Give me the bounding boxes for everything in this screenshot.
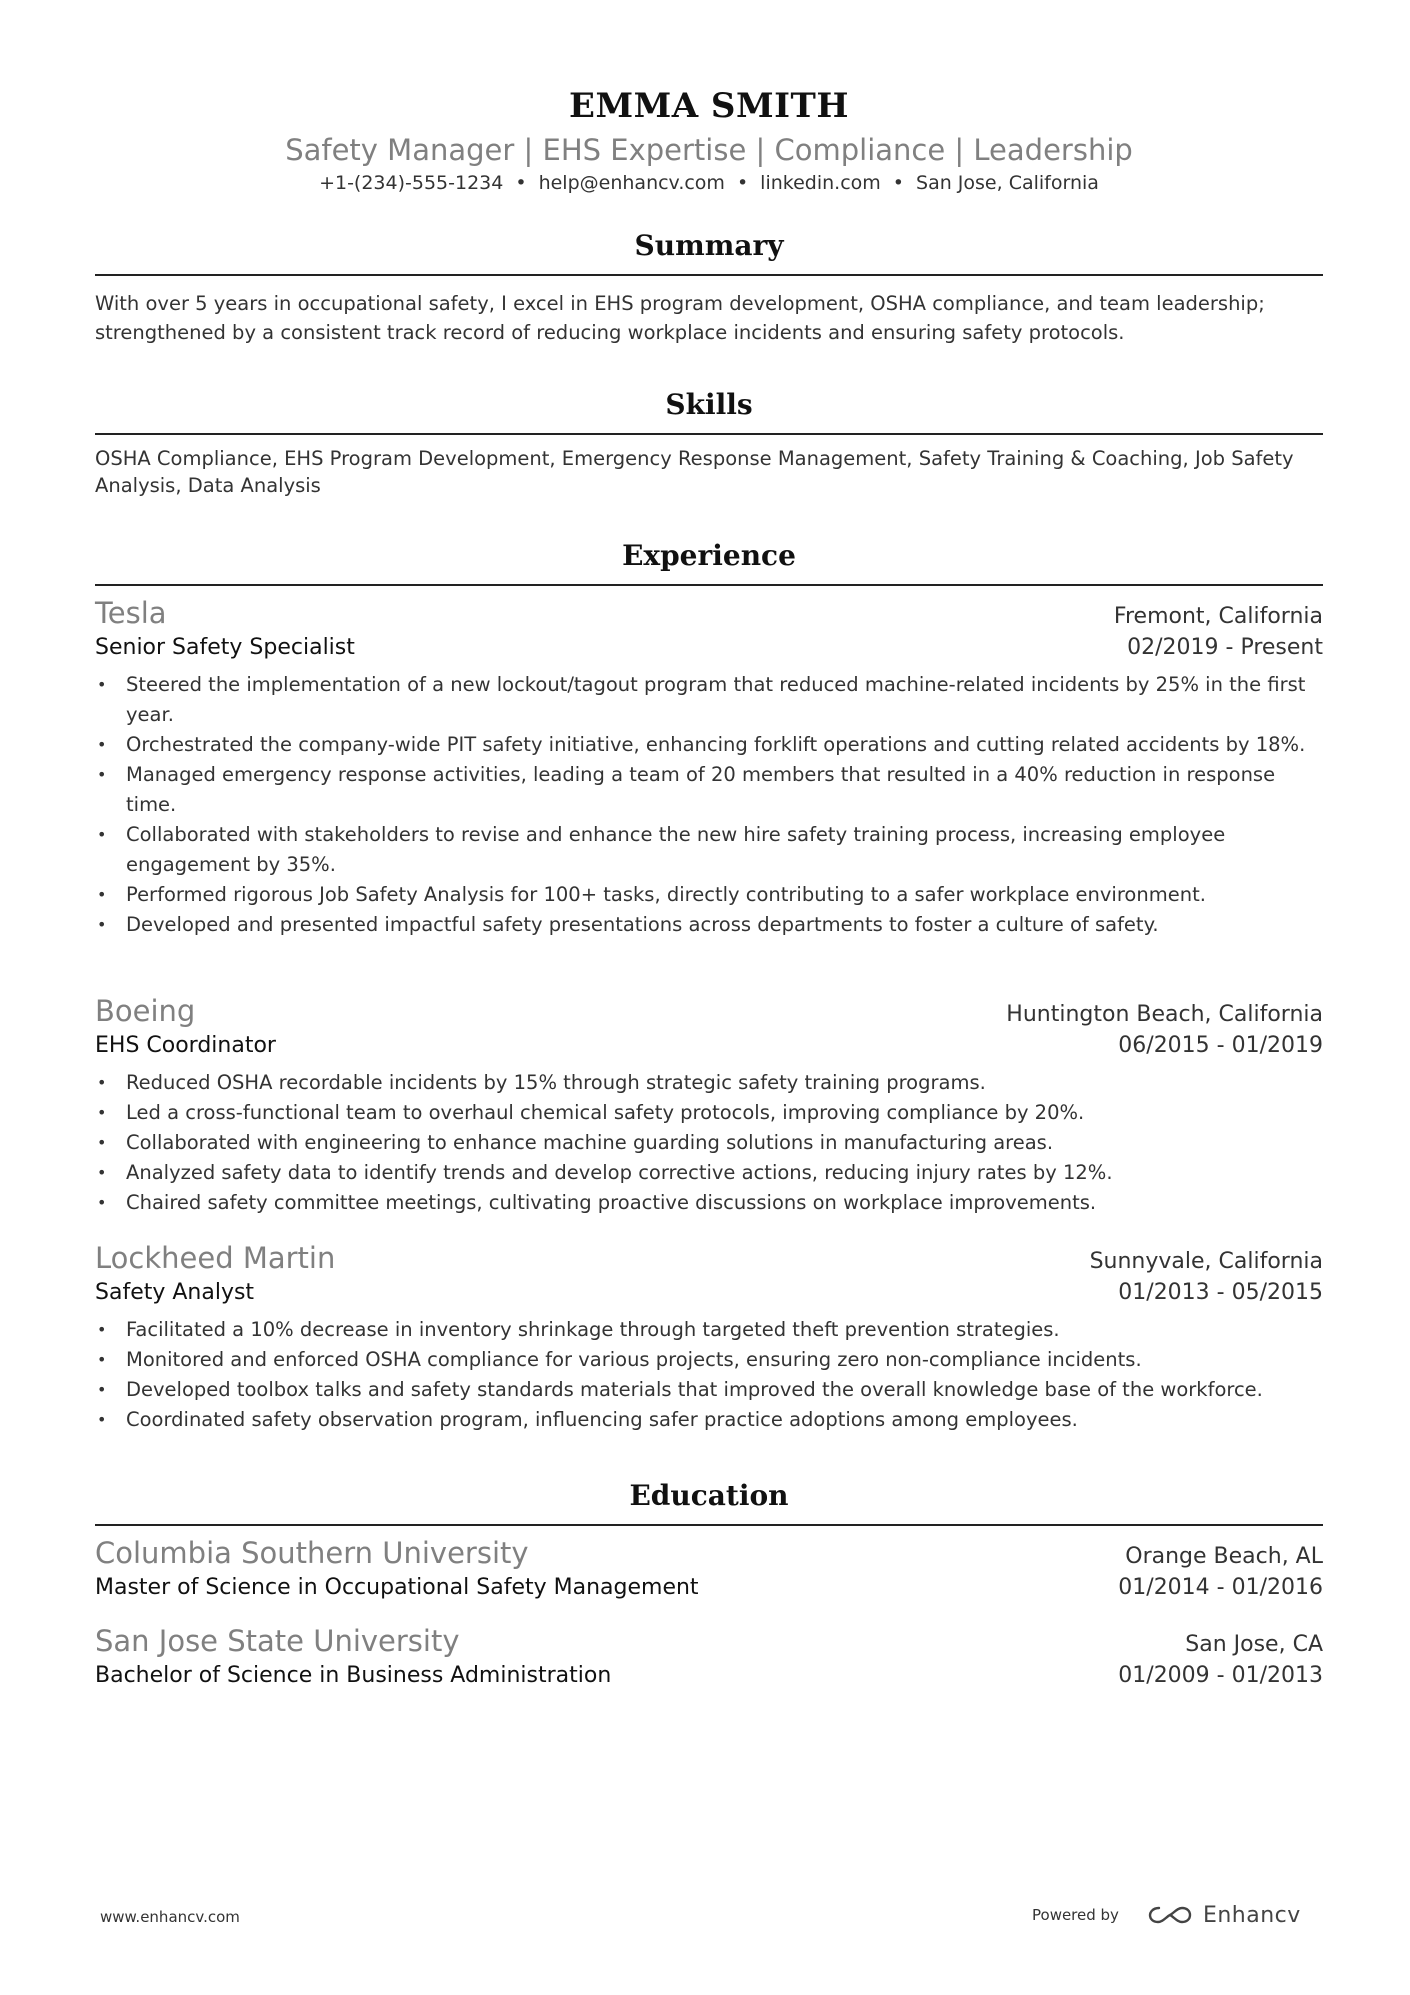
email-link[interactable]: help@enhancv.com <box>538 172 725 194</box>
education-dates: 01/2014 - 01/2016 <box>1118 1575 1323 1600</box>
bullet-item: • Developed toolbox talks and safety standards materials that improved the overall knowledge base of the workforce. <box>95 1375 1323 1405</box>
experience-entry <box>95 1239 1323 1435</box>
education-title: Education <box>629 1479 789 1512</box>
school-location: San Jose, CA <box>1185 1632 1323 1657</box>
job-location: Sunnyvale, California <box>1089 1249 1323 1274</box>
bullet-item: • Orchestrated the company-wide PIT safety initiative, enhancing forklift operations and cutting related accidents by 18%. <box>95 730 1323 760</box>
bullet-item: • Facilitated a 10% decrease in inventory shrinkage through targeted theft prevention strategies. <box>95 1315 1323 1345</box>
job-dates: 01/2013 - 05/2015 <box>1118 1280 1323 1305</box>
bullet-item: • Performed rigorous Job Safety Analysis for 100+ tasks, directly contributing to a safer workplace environment. <box>95 880 1323 910</box>
school-name: Columbia Southern University <box>95 1536 529 1570</box>
separator-dot: • <box>736 172 749 194</box>
enhancv-logo-text: Enhancv <box>1202 1902 1301 1928</box>
experience-title: Experience <box>622 539 796 572</box>
skills-divider <box>95 433 1323 435</box>
summary-text: With over 5 years in occupational safety, I excel in EHS program development, OSHA compliance, and team leadership; strengthened by a consistent track record of reducing workplace incidents and ensuring safety protocols. <box>95 292 1265 344</box>
education-dates: 01/2009 - 01/2013 <box>1118 1663 1323 1688</box>
candidate-headline: Safety Manager | EHS Expertise | Compliance | Leadership <box>285 133 1133 167</box>
job-location: Fremont, California <box>1113 604 1323 629</box>
bullet-item: • Monitored and enforced OSHA compliance for various projects, ensuring zero non-compliance incidents. <box>95 1345 1323 1375</box>
job-title: EHS Coordinator <box>95 1033 276 1058</box>
experience-divider <box>95 584 1323 586</box>
enhancv-logo-icon <box>1147 1903 1193 1927</box>
bullet-item: • Coordinated safety observation program, influencing safer practice adoptions among employees. <box>95 1405 1323 1435</box>
bullet-item: • Managed emergency response activities, leading a team of 20 members that resulted in a 40% reduction in response time. <box>95 760 1323 820</box>
powered-by-label: Powered by <box>1032 1906 1119 1924</box>
education-entry <box>95 1534 1323 1604</box>
bullet-item: • Collaborated with stakeholders to revise and enhance the new hire safety training process, increasing employee engagement by 35%. <box>95 820 1323 880</box>
company-name: Tesla <box>95 596 167 630</box>
degree-name: Bachelor of Science in Business Administration <box>95 1663 612 1688</box>
job-bullets <box>95 1315 1323 1435</box>
education-entry <box>95 1622 1323 1692</box>
company-name: Lockheed Martin <box>95 1241 336 1275</box>
job-location: Huntington Beach, California <box>1006 1002 1323 1027</box>
footer-branding[interactable] <box>1032 1898 1301 1932</box>
skills-text: OSHA Compliance, EHS Program Development, Emergency Response Management, Safety Training & Coaching, Job Safety Analysis, Data Analysis <box>95 447 1294 497</box>
bullet-item: • Chaired safety committee meetings, cultivating proactive discussions on workplace improvements. <box>95 1188 1323 1218</box>
job-bullets <box>95 1068 1323 1218</box>
bullet-item: • Collaborated with engineering to enhance machine guarding solutions in manufacturing areas. <box>95 1128 1323 1158</box>
experience-entry <box>95 992 1323 1218</box>
bullet-item: • Reduced OSHA recordable incidents by 15% through strategic safety training programs. <box>95 1068 1323 1098</box>
school-name: San Jose State University <box>95 1624 460 1658</box>
separator-dot: • <box>515 172 527 194</box>
job-title: Senior Safety Specialist <box>95 635 355 660</box>
school-location: Orange Beach, AL <box>1125 1544 1323 1569</box>
linkedin-link[interactable]: linkedin.com <box>760 172 881 194</box>
job-dates: 02/2019 - Present <box>1127 635 1323 660</box>
job-bullets <box>95 670 1323 940</box>
job-dates: 06/2015 - 01/2019 <box>1118 1033 1323 1058</box>
candidate-name: EMMA SMITH <box>569 86 849 126</box>
bullet-item: • Developed and presented impactful safety presentations across departments to foster a culture of safety. <box>95 910 1323 940</box>
phone-text[interactable]: +1-(234)-555-1234 <box>319 172 504 194</box>
summary-title: Summary <box>634 229 784 262</box>
experience-entry <box>95 594 1323 940</box>
company-name: Boeing <box>95 994 196 1028</box>
bullet-item: • Analyzed safety data to identify trends and develop corrective actions, reducing injury rates by 12%. <box>95 1158 1323 1188</box>
separator-dot: • <box>892 172 905 194</box>
footer-website-link[interactable]: www.enhancv.com <box>100 1908 240 1926</box>
education-divider <box>95 1524 1323 1526</box>
summary-divider <box>95 274 1323 276</box>
location-text: San Jose, California <box>916 172 1099 194</box>
bullet-item: • Steered the implementation of a new lockout/tagout program that reduced machine-related incidents by 25% in the first year. <box>95 670 1323 730</box>
degree-name: Master of Science in Occupational Safety Management <box>95 1575 699 1600</box>
bullet-item: • Led a cross-functional team to overhaul chemical safety protocols, improving compliance by 20%. <box>95 1098 1323 1128</box>
contact-line <box>95 170 1323 196</box>
skills-title: Skills <box>665 388 753 421</box>
job-title: Safety Analyst <box>95 1280 255 1305</box>
